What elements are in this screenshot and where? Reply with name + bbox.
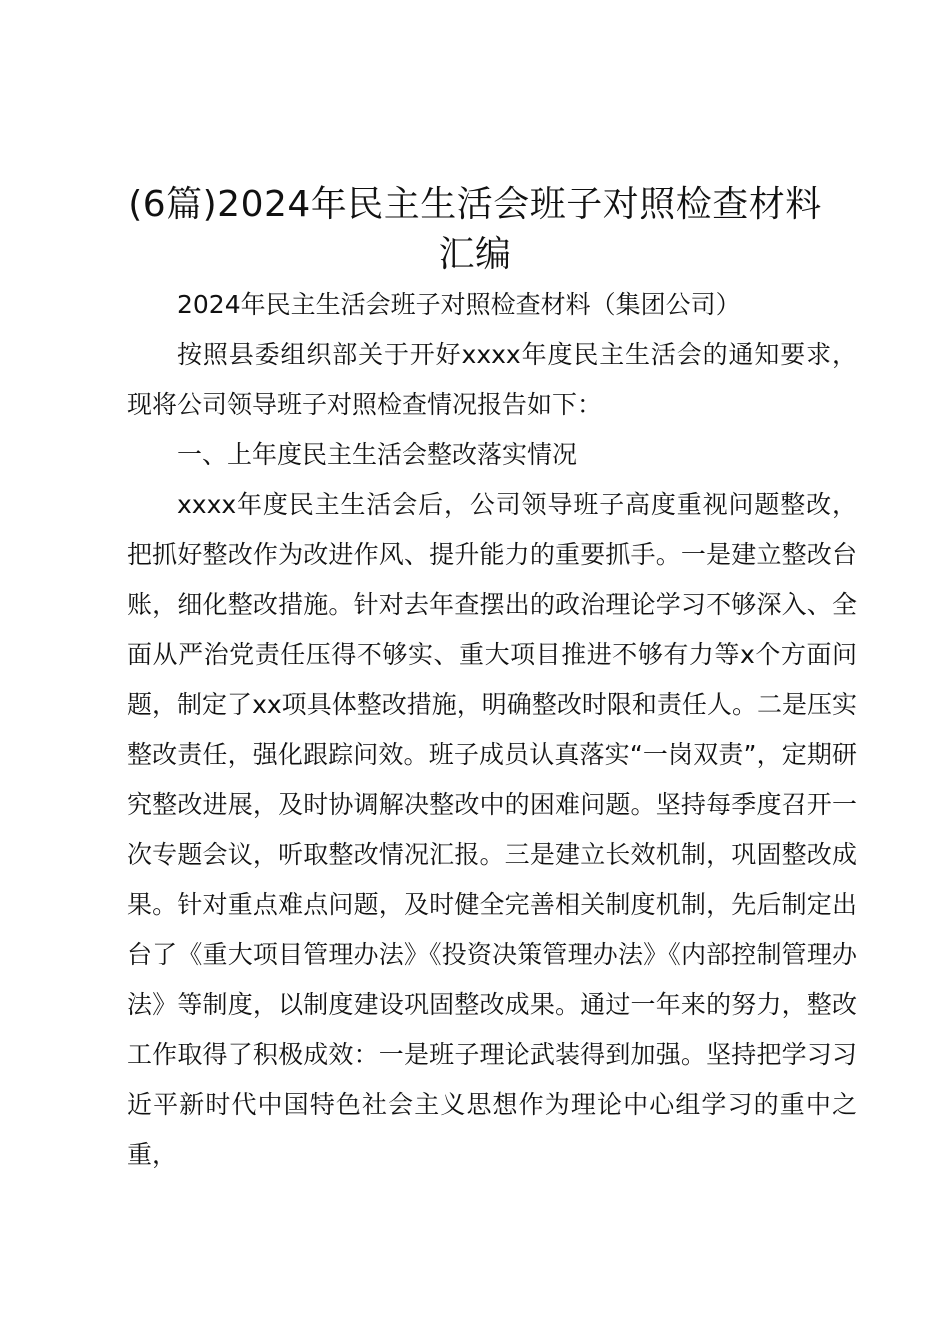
subtitle-paragraph: 2024年民主生活会班子对照检查材料（集团公司） [177, 290, 741, 319]
document-title-line-2: 汇编 [438, 234, 512, 275]
document-body [127, 280, 857, 1180]
body-paragraph: xxxx年度民主生活会后，公司领导班子高度重视问题整改，把抓好整改作为改进作风、提升能力的重要抓手。一是建立整改台账，细化整改措施。针对去年查摆出的政治理论学习不够深入、全面从严治党责任压得不够实、重大项目推进不够有力等x个方面问题，制定了xx项具体整改措施，明确整改时限和责任人。二是压实整改责任，强化跟踪问效。班子成员认真落实“一岗双责”，定期研究整改进展，及时协调解决整改中的困难问题。坚持每季度召开一次专题会议，听取整改情况汇报。三是建立长效机制，巩固整改成果。针对重点难点问题，及时健全完善相关制度机制，先后制定出台了《重大项目管理办法》《投资决策管理办法》《内部控制管理办法》等制度，以制度建设巩固整改成果。通过一年来的努力，整改工作取得了积极成效：一是班子理论武装得到加强。坚持把学习习近平新时代中国特色社会主义思想作为理论中心组学习的重中之重， [127, 490, 857, 1169]
document-title-line-1: (6篇)2024年民主生活会班子对照检查材料 [128, 184, 822, 225]
section-heading: 一、上年度民主生活会整改落实情况 [177, 440, 578, 469]
document-title [110, 180, 840, 280]
intro-paragraph: 按照县委组织部关于开好xxxx年度民主生活会的通知要求，现将公司领导班子对照检查情况报告如下： [127, 340, 857, 419]
